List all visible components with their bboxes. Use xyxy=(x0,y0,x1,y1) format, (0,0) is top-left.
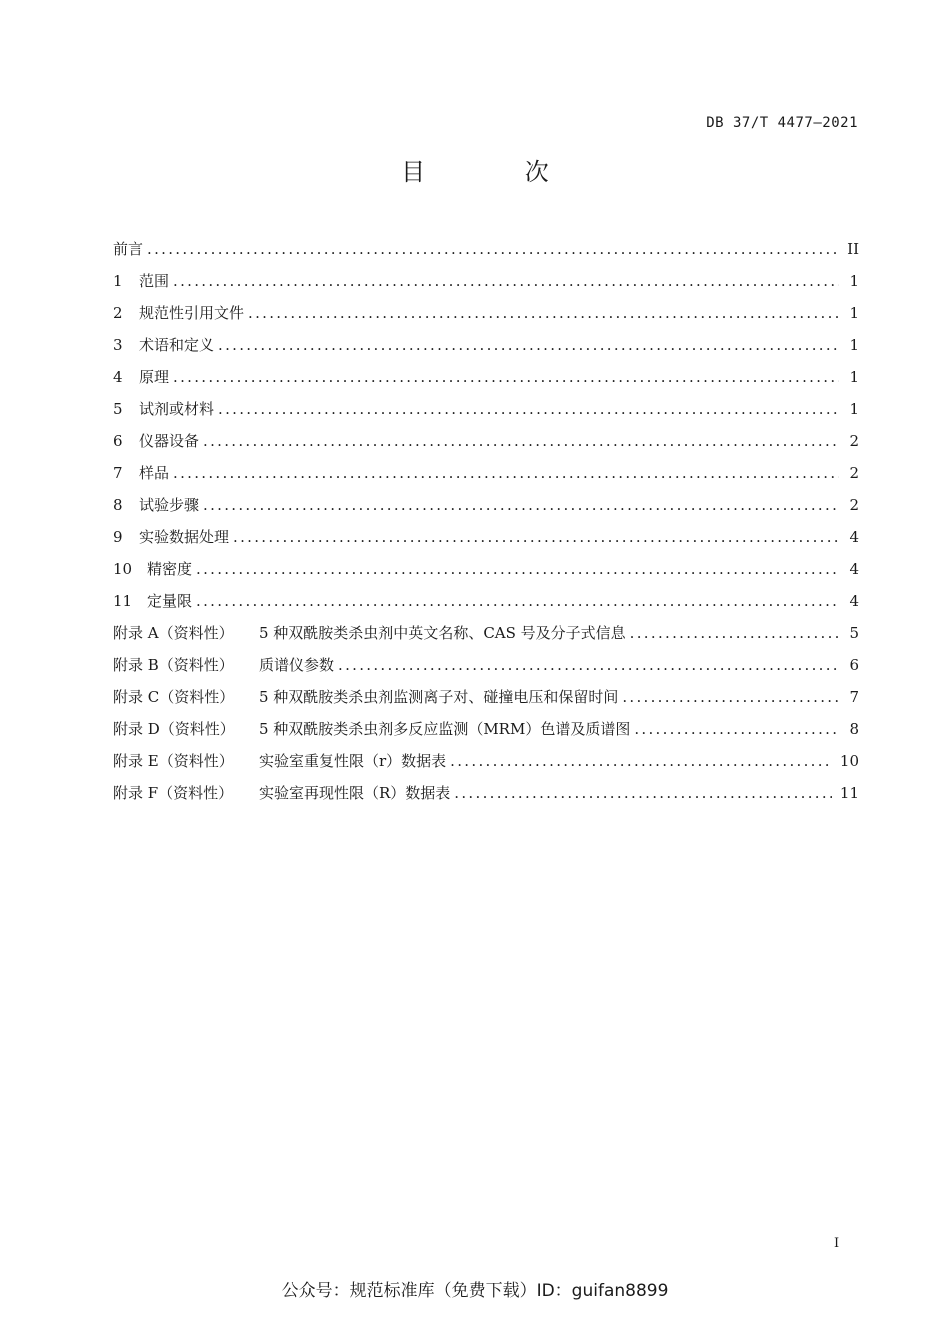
toc-entry-number: 5 xyxy=(113,400,123,418)
footer-note: 公众号：规范标准库（免费下载）ID：guifan8899 xyxy=(281,1281,669,1301)
table-of-contents xyxy=(113,238,859,814)
page-number: I xyxy=(834,1236,840,1251)
toc-entry-appendix-label: 附录 B（资料性） xyxy=(113,656,234,674)
toc-entry-page: 2 xyxy=(849,432,859,450)
toc-entry-page: 11 xyxy=(839,784,859,802)
document-code: DB 37/T 4477—2021 xyxy=(706,115,858,131)
toc-entry-page: 5 xyxy=(849,624,859,642)
toc-entry-leader xyxy=(147,240,839,258)
toc-entry-leader xyxy=(196,560,839,578)
toc-entry-page: 6 xyxy=(849,656,859,674)
toc-entry-number: 6 xyxy=(113,432,123,450)
toc-entry-page: 1 xyxy=(849,368,859,386)
toc-entry-leader xyxy=(173,368,839,386)
toc-entry-page: 2 xyxy=(849,496,859,514)
toc-entry-appendix-label: 附录 F（资料性） xyxy=(113,784,234,802)
toc-entry-title: 术语和定义 xyxy=(139,336,215,354)
toc-entry[interactable] xyxy=(113,526,859,558)
toc-entry-title: 实验室重复性限（r）数据表 xyxy=(259,752,447,770)
toc-entry-number: 3 xyxy=(113,336,123,354)
toc-entry-leader xyxy=(203,496,839,514)
toc-entry[interactable] xyxy=(113,238,859,270)
toc-entry-leader xyxy=(454,784,832,802)
toc-entry-title: 仪器设备 xyxy=(139,432,200,450)
toc-entry-leader xyxy=(248,304,839,322)
toc-entry-number: 9 xyxy=(113,528,123,546)
toc-entry-leader xyxy=(173,464,839,482)
toc-entry-title: 5 种双酰胺类杀虫剂多反应监测（MRM）色谱及质谱图 xyxy=(259,720,631,738)
toc-entry-leader xyxy=(196,592,839,610)
toc-entry-number: 4 xyxy=(113,368,123,386)
toc-entry-title: 质谱仪参数 xyxy=(259,656,335,674)
toc-entry-title: 5 种双酰胺类杀虫剂中英文名称、CAS 号及分子式信息 xyxy=(259,624,626,642)
toc-entry-number: 1 xyxy=(113,272,123,290)
toc-entry[interactable] xyxy=(113,462,859,494)
toc-entry[interactable] xyxy=(113,302,859,334)
toc-entry-appendix-label: 附录 D（资料性） xyxy=(113,720,235,738)
toc-entry-appendix-label: 附录 E（资料性） xyxy=(113,752,234,770)
toc-entry-page: 4 xyxy=(849,560,859,578)
toc-entry-title: 精密度 xyxy=(147,560,193,578)
toc-entry-leader xyxy=(338,656,839,674)
toc-entry[interactable] xyxy=(113,718,859,750)
toc-entry-title: 规范性引用文件 xyxy=(139,304,245,322)
toc-entry-title: 原理 xyxy=(139,368,170,386)
toc-entry[interactable] xyxy=(113,558,859,590)
toc-entry-title: 前言 xyxy=(113,240,144,258)
toc-entry[interactable] xyxy=(113,366,859,398)
toc-entry-page: 4 xyxy=(849,528,859,546)
toc-entry[interactable] xyxy=(113,494,859,526)
toc-entry-leader xyxy=(630,624,839,642)
toc-entry-appendix-label: 附录 A（资料性） xyxy=(113,624,234,642)
toc-entry[interactable] xyxy=(113,782,859,814)
toc-entry-title: 实验数据处理 xyxy=(139,528,230,546)
toc-entry[interactable] xyxy=(113,398,859,430)
toc-entry-title: 实验室再现性限（R）数据表 xyxy=(259,784,451,802)
toc-entry-page: 8 xyxy=(849,720,859,738)
toc-entry-page: 4 xyxy=(849,592,859,610)
toc-entry-page: 1 xyxy=(849,272,859,290)
toc-entry-title: 定量限 xyxy=(147,592,193,610)
toc-entry[interactable] xyxy=(113,750,859,782)
toc-entry-leader xyxy=(450,752,832,770)
toc-entry-title: 范围 xyxy=(139,272,170,290)
toc-entry-title: 5 种双酰胺类杀虫剂监测离子对、碰撞电压和保留时间 xyxy=(259,688,619,706)
toc-entry-page: II xyxy=(847,240,859,258)
toc-entry-page: 1 xyxy=(849,336,859,354)
toc-entry[interactable] xyxy=(113,430,859,462)
toc-entry-leader xyxy=(622,688,839,706)
toc-entry-leader xyxy=(233,528,839,546)
toc-entry-title: 试验步骤 xyxy=(139,496,200,514)
toc-entry-leader xyxy=(218,400,839,418)
toc-entry-leader xyxy=(634,720,839,738)
toc-entry-leader xyxy=(173,272,839,290)
toc-entry-number: 8 xyxy=(113,496,123,514)
toc-entry[interactable] xyxy=(113,686,859,718)
toc-entry-page: 1 xyxy=(849,400,859,418)
toc-entry-page: 1 xyxy=(849,304,859,322)
toc-entry-number: 2 xyxy=(113,304,123,322)
toc-entry[interactable] xyxy=(113,334,859,366)
toc-entry[interactable] xyxy=(113,270,859,302)
page-title: 目 次 xyxy=(401,158,595,186)
toc-entry-number: 11 xyxy=(113,592,133,610)
toc-entry[interactable] xyxy=(113,654,859,686)
toc-entry[interactable] xyxy=(113,622,859,654)
toc-entry-number: 7 xyxy=(113,464,123,482)
toc-entry-leader xyxy=(203,432,839,450)
toc-entry-leader xyxy=(218,336,839,354)
toc-entry-title: 试剂或材料 xyxy=(139,400,215,418)
toc-entry-title: 样品 xyxy=(139,464,170,482)
toc-entry-page: 2 xyxy=(849,464,859,482)
toc-entry[interactable] xyxy=(113,590,859,622)
toc-entry-number: 10 xyxy=(113,560,133,578)
toc-entry-appendix-label: 附录 C（资料性） xyxy=(113,688,235,706)
toc-entry-page: 7 xyxy=(849,688,859,706)
toc-entry-page: 10 xyxy=(839,752,859,770)
